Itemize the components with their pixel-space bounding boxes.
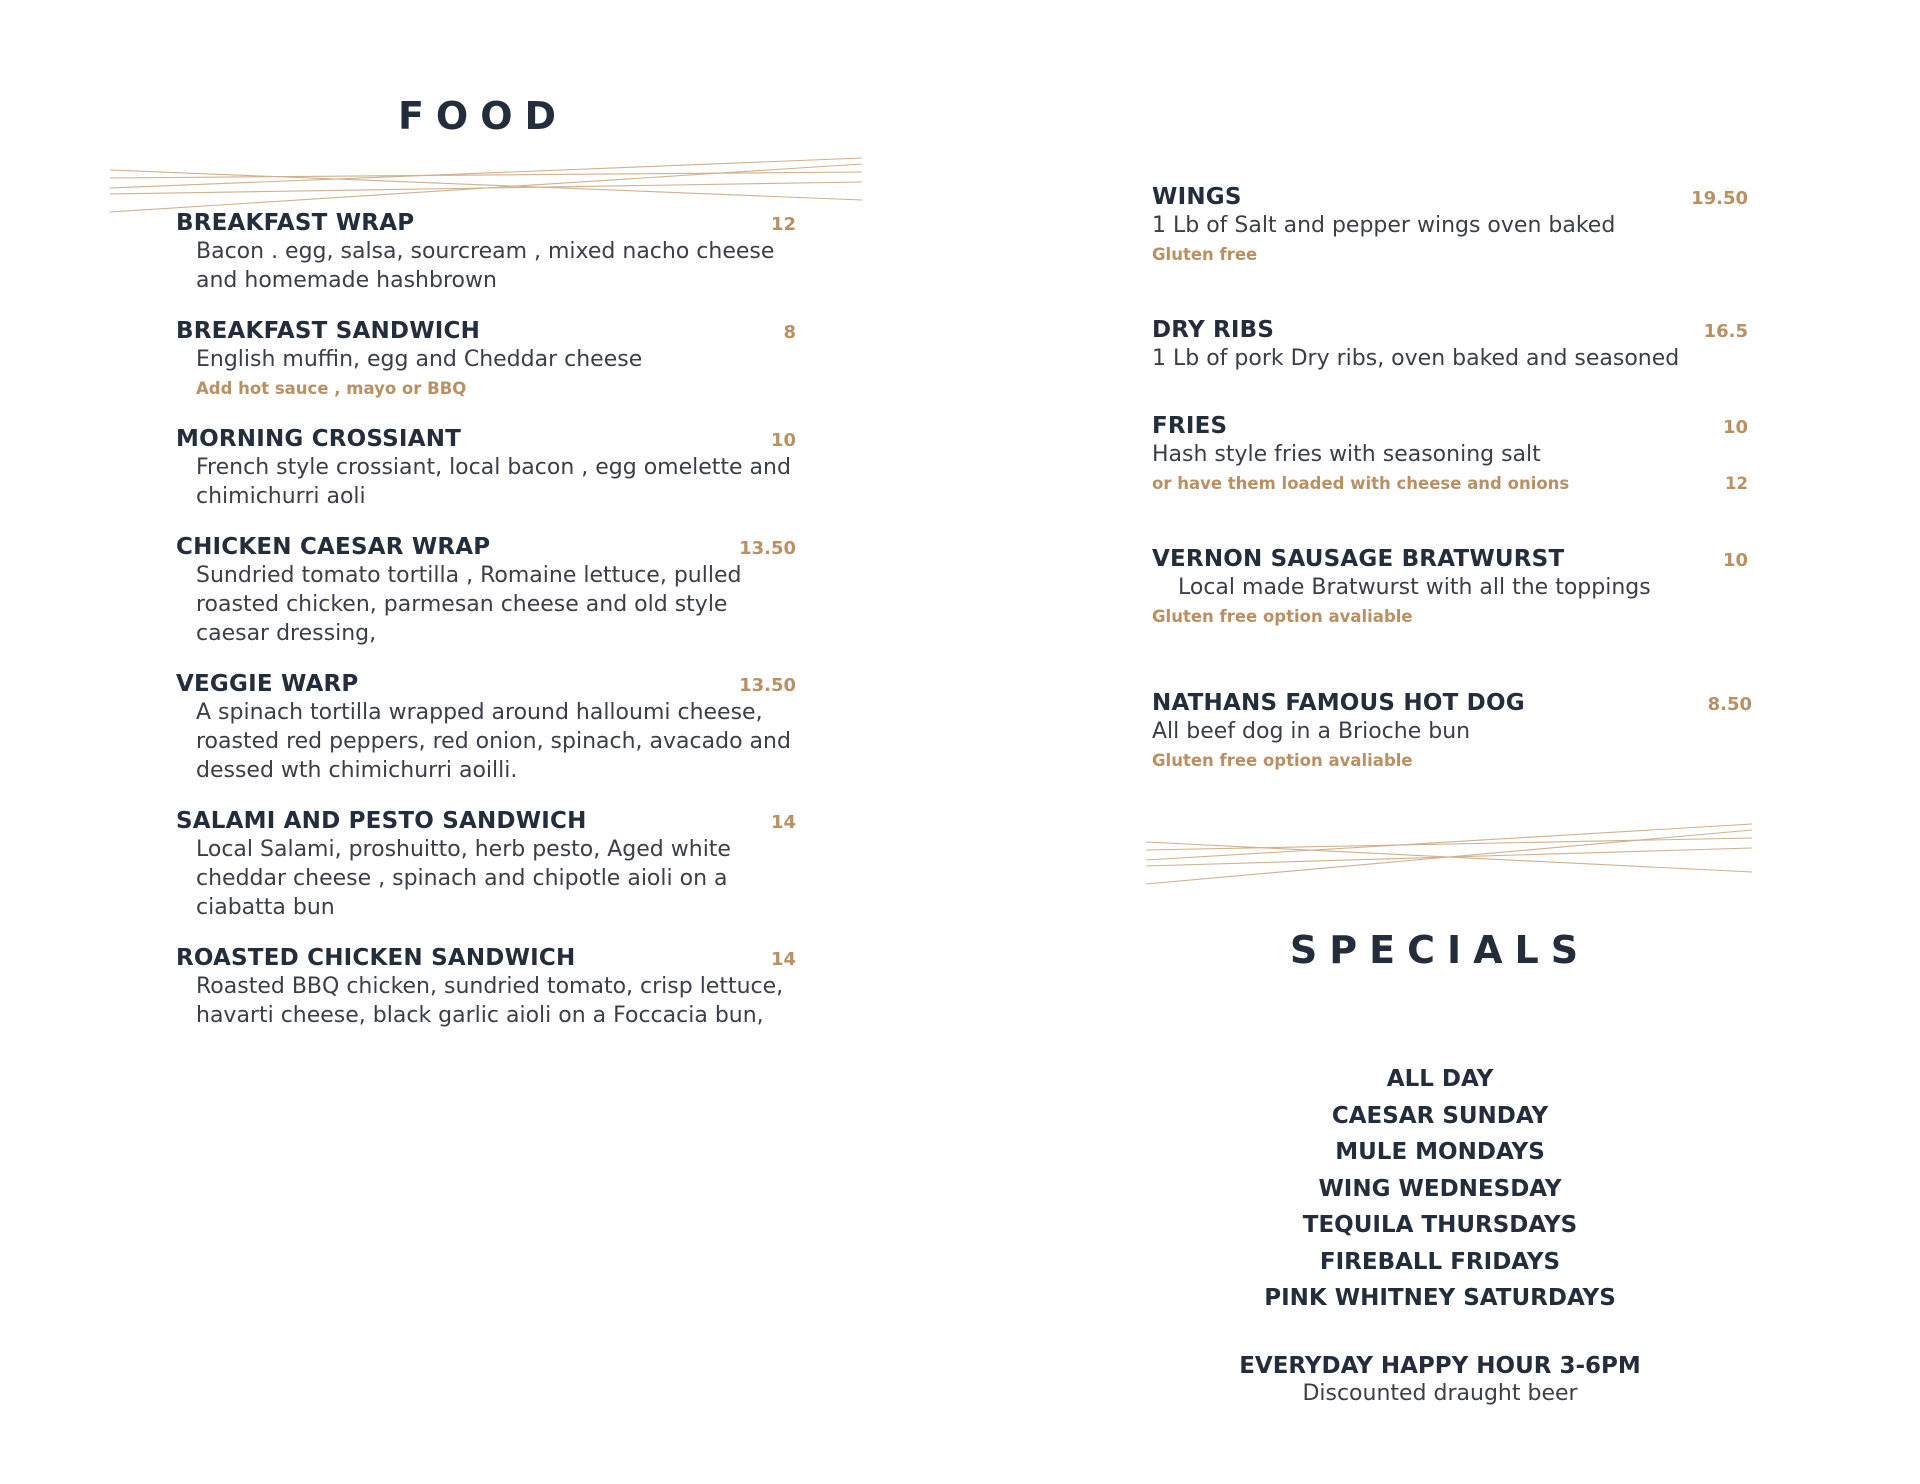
item-price: 8 <box>783 322 796 343</box>
item-note-row <box>1152 474 1748 493</box>
item-price: 8.50 <box>1707 694 1752 715</box>
item-name: FRIES <box>1152 413 1228 439</box>
menu-item-salami-pesto-sandwich <box>176 808 796 922</box>
item-name: VERNON SAUSAGE BRATWURST <box>1152 546 1565 572</box>
item-name: DRY RIBS <box>1152 317 1275 343</box>
item-note: Gluten free <box>1152 245 1258 264</box>
item-price: 10 <box>1722 550 1748 571</box>
item-description: Bacon . egg, salsa, sourcream , mixed nacho cheese and homemade hashbrown <box>196 239 775 293</box>
item-description: All beef dog in a Brioche bun <box>1152 719 1471 744</box>
specials-heading: SPECIALS <box>1289 928 1591 972</box>
special-day: TEQUILA THURSDAYS <box>1302 1212 1578 1238</box>
item-name: BREAKFAST SANDWICH <box>176 318 481 344</box>
item-name: ROASTED CHICKEN SANDWICH <box>176 945 576 971</box>
special-day: MULE MONDAYS <box>1335 1139 1545 1165</box>
menu-item-breakfast-wrap <box>176 210 796 295</box>
menu-item-veggie-warp <box>176 671 796 785</box>
menu-item-chicken-caesar-wrap <box>176 534 796 648</box>
item-name: BREAKFAST WRAP <box>176 210 415 236</box>
menu-item-fries <box>1152 413 1748 493</box>
item-price: 12 <box>770 214 796 235</box>
item-price: 10 <box>770 430 796 451</box>
menu-item-vernon-sausage-bratwurst <box>1152 546 1748 626</box>
item-price: 10 <box>1722 417 1748 438</box>
special-day: CAESAR SUNDAY <box>1331 1102 1549 1129</box>
item-description: French style crossiant, local bacon , egg omelette and chimichurri aoli <box>196 455 791 509</box>
specials-list <box>1200 1061 1680 1406</box>
decorative-lines-food <box>110 150 862 216</box>
special-day: ALL DAY <box>1386 1066 1494 1092</box>
item-description: Sundried tomato tortilla , Romaine lettuce, pulled roasted chicken, parmesan cheese and old style caesar dressing, <box>196 563 742 646</box>
item-description: Local made Bratwurst with all the toppings <box>1178 575 1651 600</box>
item-name: WINGS <box>1152 184 1242 210</box>
item-description: Roasted BBQ chicken, sundried tomato, crisp lettuce, havarti cheese, black garlic aioli on a Foccacia bun, <box>196 974 784 1028</box>
item-name: VEGGIE WARP <box>176 671 359 697</box>
item-description: Local Salami, proshuitto, herb pesto, Aged white cheddar cheese , spinach and chipotle aioli on a ciabatta bun <box>196 837 731 920</box>
menu-item-nathans-hot-dog <box>1152 690 1752 770</box>
item-note: Gluten free option avaliable <box>1152 607 1413 626</box>
food-heading: FOOD <box>397 94 569 138</box>
special-day: FIREBALL FRIDAYS <box>1319 1248 1561 1275</box>
item-price: 13.50 <box>739 538 796 559</box>
item-description: A spinach tortilla wrapped around halloumi cheese, roasted red peppers, red onion, spinach, avacado and dessed wth chimichurri aoilli. <box>196 700 791 783</box>
item-name: SALAMI AND PESTO SANDWICH <box>176 808 587 834</box>
item-name: MORNING CROSSIANT <box>176 426 462 452</box>
item-note-price: 12 <box>1725 474 1748 493</box>
item-description: English muffin, egg and Cheddar cheese <box>196 347 643 372</box>
item-note: or have them loaded with cheese and onions <box>1152 474 1570 493</box>
item-price: 14 <box>770 949 796 970</box>
menu-item-roasted-chicken-sandwich <box>176 945 796 1030</box>
item-price: 13.50 <box>739 675 796 696</box>
item-name: NATHANS FAMOUS HOT DOG <box>1152 690 1525 716</box>
item-note: Add hot sauce , mayo or BBQ <box>196 379 467 398</box>
happy-hour-subtitle: Discounted draught beer <box>1302 1380 1578 1406</box>
item-price: 16.5 <box>1703 321 1748 342</box>
item-name: CHICKEN CAESAR WRAP <box>176 534 491 560</box>
menu-item-morning-crossiant <box>176 426 796 511</box>
decorative-lines-specials <box>1146 820 1752 890</box>
menu-item-breakfast-sandwich <box>176 318 796 398</box>
item-price: 14 <box>770 812 796 833</box>
item-price: 19.50 <box>1691 188 1748 209</box>
item-description: 1 Lb of Salt and pepper wings oven baked <box>1152 213 1616 238</box>
menu-item-dry-ribs <box>1152 317 1748 373</box>
item-note: Gluten free option avaliable <box>1152 751 1413 770</box>
special-day: WING WEDNESDAY <box>1318 1175 1562 1202</box>
happy-hour-title: EVERYDAY HAPPY HOUR 3-6PM <box>1239 1352 1641 1379</box>
menu-item-wings <box>1152 184 1748 264</box>
special-day: PINK WHITNEY SATURDAYS <box>1264 1285 1616 1311</box>
item-description: Hash style fries with seasoning salt <box>1152 442 1541 467</box>
item-description: 1 Lb of pork Dry ribs, oven baked and seasoned <box>1152 346 1680 371</box>
